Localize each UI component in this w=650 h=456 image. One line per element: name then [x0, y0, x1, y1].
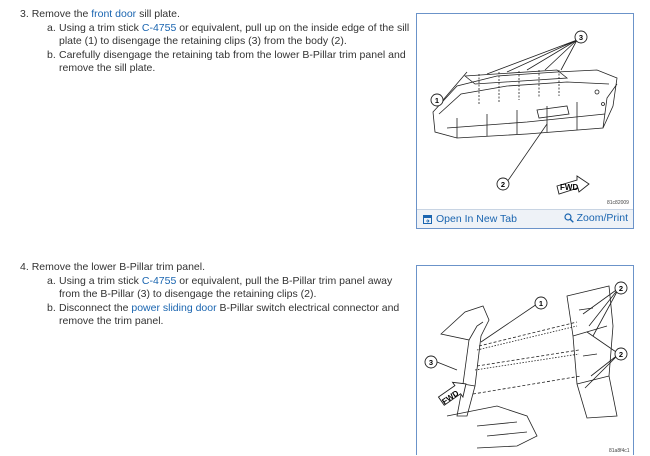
substep-text — [59, 302, 412, 329]
substep-label: b. — [47, 48, 56, 61]
substep-text-part: Disconnect the — [59, 301, 132, 314]
figure-toolbar — [417, 209, 633, 228]
callout-1-label: 1 — [538, 299, 544, 308]
callout-3-label: 3 — [578, 33, 584, 42]
step-text: Remove the — [31, 8, 92, 20]
substep-3a — [20, 22, 412, 49]
substep-label: a. — [47, 274, 56, 287]
callout-3-label: 3 — [428, 358, 434, 367]
substep-text: Carefully disengage the retaining tab from the lower B-Pillar trim panel and remove the sill plate. — [59, 48, 406, 74]
substep-4b — [20, 302, 412, 329]
open-in-new-tab-button[interactable] — [423, 213, 517, 225]
callout-2-label: 2 — [500, 180, 506, 189]
figure-number: 81c82009 — [607, 200, 629, 206]
step-number: 4. — [20, 261, 29, 273]
step-4-heading — [20, 261, 412, 275]
step-text: sill plate. — [136, 8, 180, 20]
tool-c4755-link[interactable]: C-4755 — [141, 274, 177, 287]
callout-2-label: 2 — [618, 350, 624, 359]
power-sliding-door-link[interactable]: power sliding door — [131, 301, 217, 314]
substep-text — [59, 275, 412, 302]
callout-2-label: 2 — [618, 284, 624, 293]
fwd-label: FWD — [440, 388, 461, 407]
substep-text-part: B-Pillar switch electrical connector and remove the trim panel. — [59, 301, 400, 327]
figure-b-pillar-trim — [416, 265, 634, 455]
substep-label: b. — [47, 301, 56, 314]
open-in-new-tab-label: Open In New Tab — [436, 213, 517, 225]
figure-sill-plate — [416, 13, 634, 229]
substep-text — [59, 22, 412, 49]
front-door-link[interactable]: front door — [91, 8, 137, 20]
step-3 — [20, 8, 412, 76]
substep-text-part: or equivalent, pull up on the inside edge of the sill plate (1) to disengage the retaining clips (3) from the body (2). — [59, 21, 410, 47]
figure-number: 81a8f4c1 — [609, 448, 630, 454]
substep-label: a. — [47, 21, 56, 34]
callout-1-label: 1 — [434, 96, 440, 105]
substep-text-part: or equivalent, pull the B-Pillar trim panel away from the B-Pillar (3) to disengage the retaining clips (2). — [59, 274, 393, 300]
step-number: 3. — [20, 8, 29, 20]
sill-plate-illustration — [417, 14, 633, 210]
substep-4a — [20, 275, 412, 302]
substep-text-part: Using a trim stick — [59, 274, 142, 287]
step-text: Remove the lower B-Pillar trim panel. — [31, 261, 205, 273]
substep-3b — [20, 49, 412, 76]
tool-c4755-link[interactable]: C-4755 — [141, 21, 177, 34]
open-in-new-tab-icon — [423, 215, 432, 224]
zoom-print-button[interactable] — [564, 212, 628, 224]
magnifier-icon — [564, 213, 574, 223]
zoom-print-label: Zoom/Print — [576, 212, 628, 224]
step-4 — [20, 261, 412, 329]
b-pillar-illustration — [417, 266, 633, 456]
substep-text-part: Using a trim stick — [59, 21, 142, 34]
step-3-heading — [20, 8, 412, 22]
fwd-label: FWD — [560, 183, 579, 192]
